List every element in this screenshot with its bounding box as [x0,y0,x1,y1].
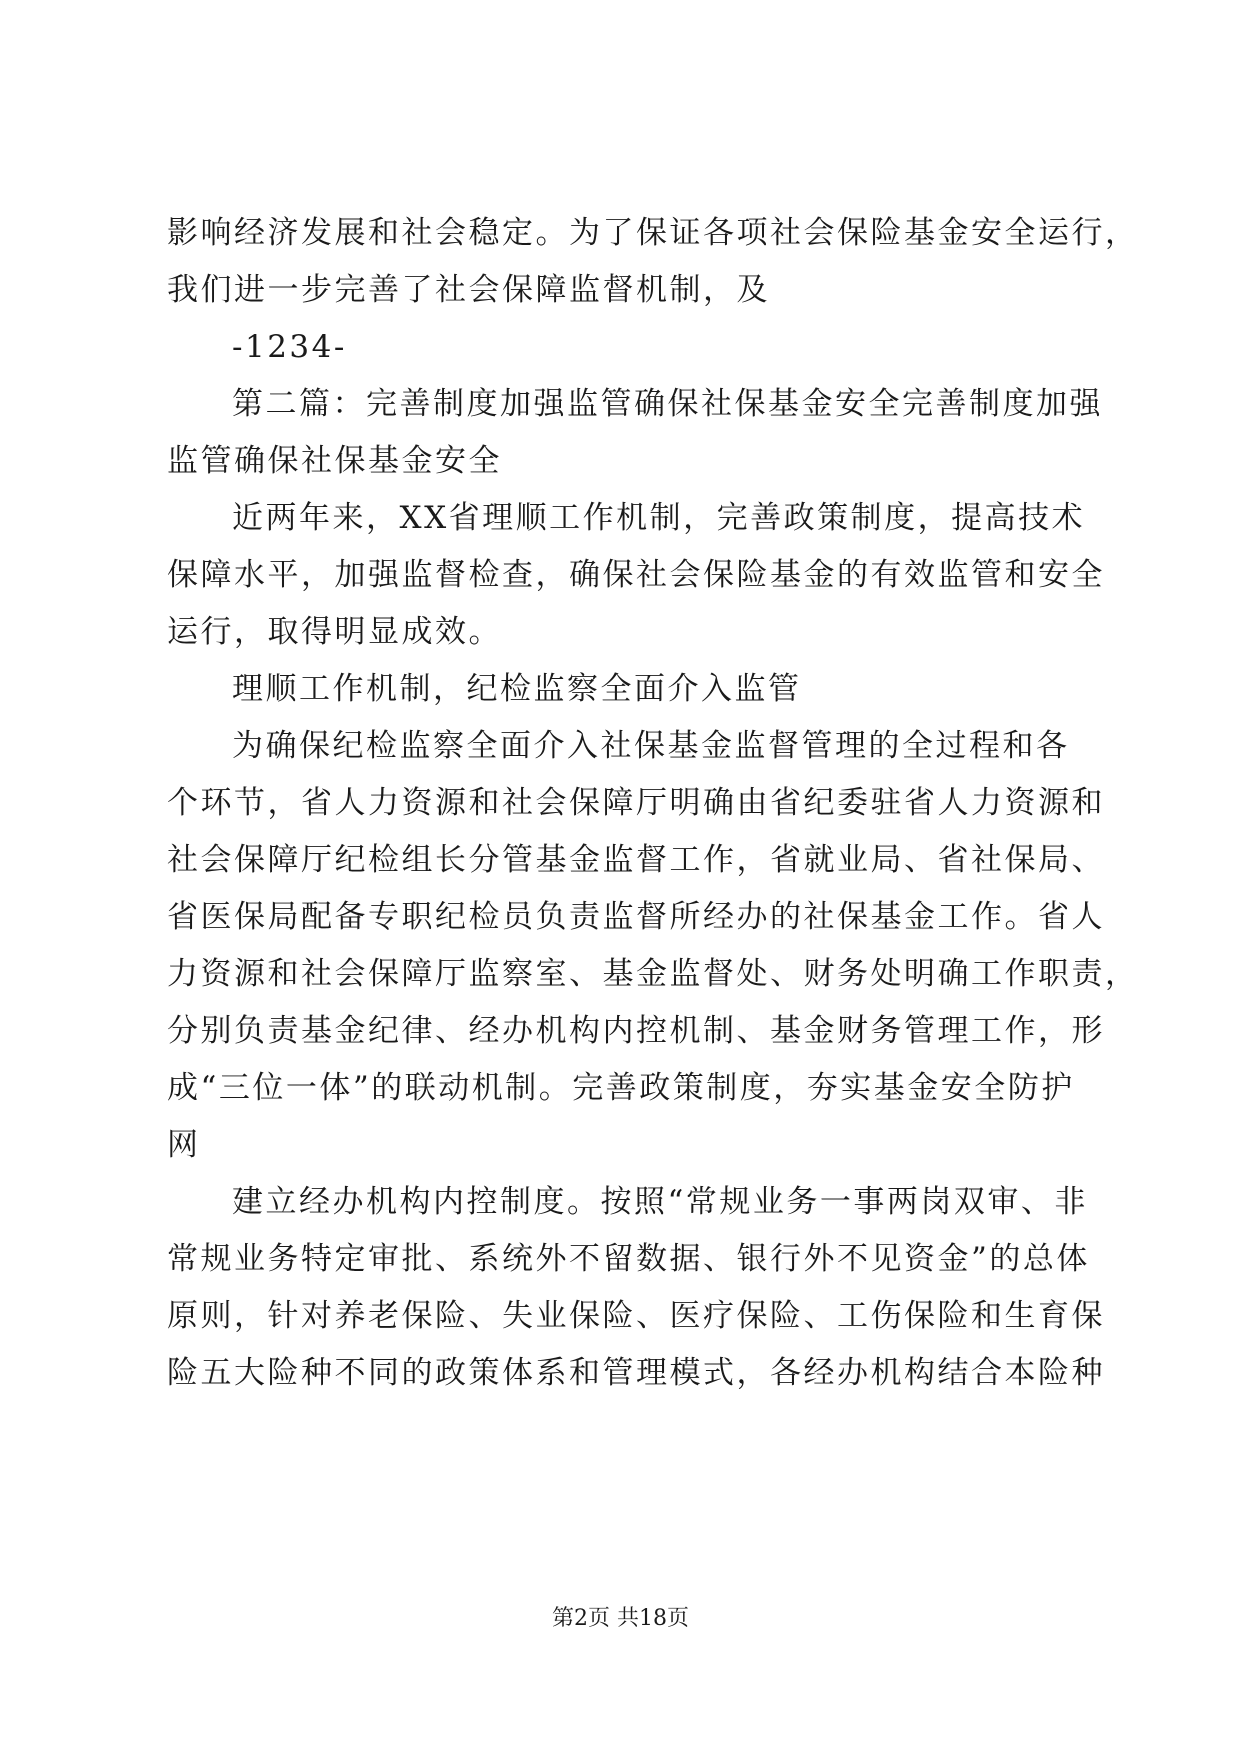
page-marker: -1234- [232,329,347,365]
body-text-line: 省医保局配备专职纪检员负责监督所经办的社保基金工作。省人 [167,899,1105,935]
body-text-line: 常规业务特定审批、系统外不留数据、银行外不见资金”的总体 [167,1241,1090,1277]
body-text-line: 近两年来，XX省理顺工作机制，完善政策制度，提高技术 [232,500,1086,536]
page-number-footer: 第2页 共18页 [552,1606,689,1631]
section-heading-continued: 监管确保社保基金安全 [167,443,502,479]
section-heading: 第二篇：完善制度加强监管确保社保基金安全完善制度加强 [232,386,1103,422]
body-text-line: 保障水平，加强监督检查，确保社会保险基金的有效监管和安全 [167,557,1105,593]
body-text-line: 建立经办机构内控制度。按照“常规业务一事两岗双审、非 [232,1184,1088,1220]
body-text-line: 网 [167,1127,201,1163]
body-text-line: 运行，取得明显成效。 [167,614,502,650]
body-text-line: 为确保纪检监察全面介入社保基金监督管理的全过程和各 [232,728,1070,764]
body-text-line: 力资源和社会保障厅监察室、基金监督处、财务处明确工作职责， [167,956,1139,992]
body-text-line: 个环节，省人力资源和社会保障厅明确由省纪委驻省人力资源和 [167,785,1105,821]
body-text-line: 分别负责基金纪律、经办机构内控机制、基金财务管理工作，形 [167,1013,1105,1049]
body-text-line: 我们进一步完善了社会保障监督机制，及 [167,272,770,308]
body-text-line: 险五大险种不同的政策体系和管理模式，各经办机构结合本险种 [167,1355,1105,1391]
body-text-line: 原则，针对养老保险、失业保险、医疗保险、工伤保险和生育保 [167,1298,1105,1334]
subheading: 理顺工作机制，纪检监察全面介入监管 [232,671,802,707]
body-text-line: 影响经济发展和社会稳定。为了保证各项社会保险基金安全运行， [167,215,1139,251]
body-text-line: 成“三位一体”的联动机制。完善政策制度，夯实基金安全防护 [167,1070,1075,1106]
body-text-line: 社会保障厅纪检组长分管基金监督工作，省就业局、省社保局、 [167,842,1105,878]
